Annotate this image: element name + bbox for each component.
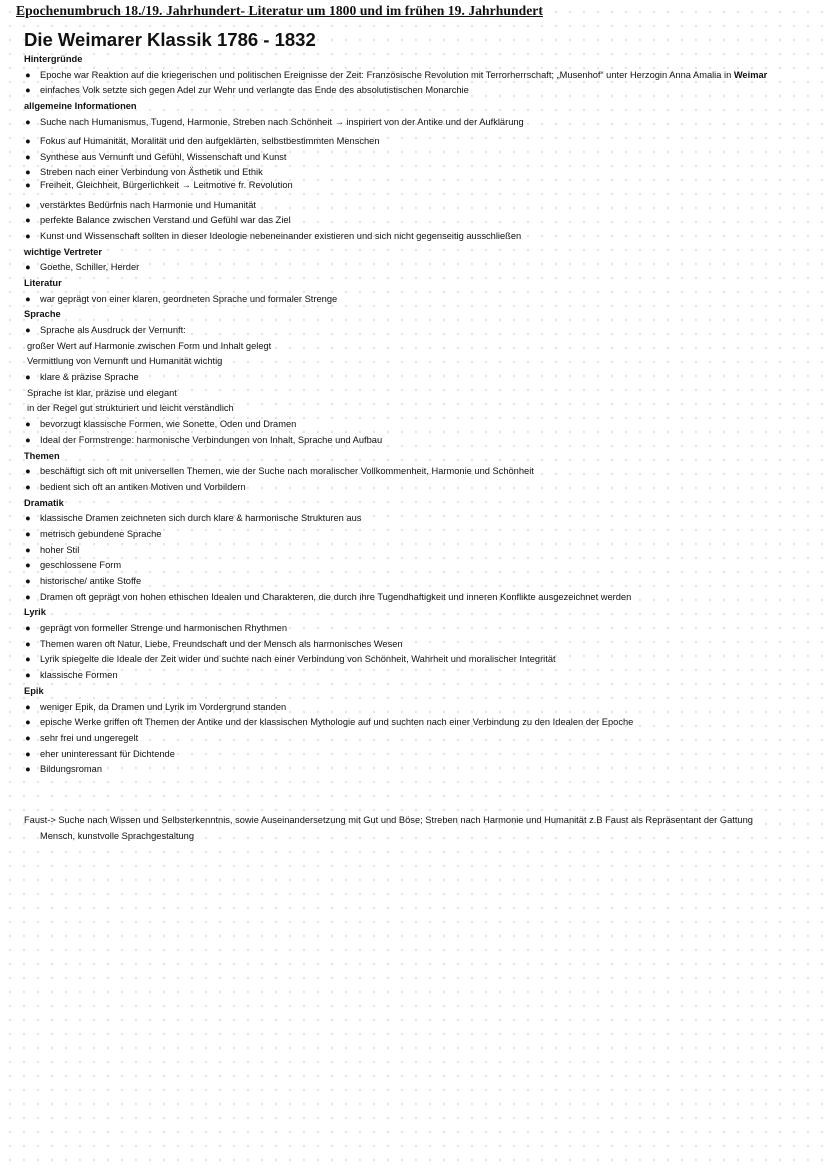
weimar-emphasis: Weimar — [733, 69, 768, 80]
bullet-icon: ● — [25, 748, 31, 759]
bullet-icon: ● — [25, 262, 31, 273]
list-item: ● bevorzugt klassische Formen, wie Sonette, Oden und Dramen — [24, 417, 814, 433]
list-item: ● sehr frei und ungeregelt — [24, 731, 814, 747]
bullet-icon: ● — [25, 434, 31, 445]
section-heading-allgemein: allgemeine Informationen — [24, 101, 137, 112]
list-item: ● Suche nach Humanismus, Tugend, Harmonie, Streben nach Schönheit → inspiriert von der Antike und der Aufklärung — [24, 115, 814, 131]
bullet-icon: ● — [25, 591, 31, 602]
bullet-icon: ● — [25, 560, 31, 571]
list-item: ● klassische Dramen zeichneten sich durch klare & harmonische Strukturen aus — [24, 511, 814, 527]
list-item: ● Ideal der Formstrenge: harmonische Verbindungen von Inhalt, Sprache und Aufbau — [24, 433, 814, 449]
bullet-icon: ● — [25, 544, 31, 555]
faust-note — [24, 813, 814, 844]
bullet-icon: ● — [25, 764, 31, 775]
sub-line: Vermittlung von Vernunft und Humanität wichtig — [27, 356, 223, 367]
section-heading-sprache: Sprache — [24, 309, 61, 320]
bullet-icon: ● — [25, 199, 31, 210]
bullet-icon: ● — [25, 152, 31, 163]
bullet-icon: ● — [25, 528, 31, 539]
section-heading-epik: Epik — [24, 685, 44, 696]
section-heading-hintergruende: Hintergründe — [24, 54, 83, 64]
list-item: ● hoher Stil — [24, 543, 814, 559]
bullet-icon: ● — [25, 732, 31, 743]
list-item: ● Epoche war Reaktion auf die kriegerischen und politischen Ereignisse der Zeit: Französische Revolution mit Terrorherrschaft; „Musenhof“ unter Herzogin Anna Amalia in Weimar — [24, 68, 814, 84]
section-heading-vertreter: wichtige Vertreter — [24, 246, 103, 257]
list-item: ● bedient sich oft an antiken Motiven und Vorbildern — [24, 480, 814, 496]
document-header: Epochenumbruch 18./19. Jahrhundert- Literatur um 1800 und im frühen 19. Jahrhundert — [16, 3, 543, 18]
list-item: ● Freiheit, Gleichheit, Bürgerlichkeit → Leitmotive fr. Revolution — [24, 178, 814, 194]
list-item: ● war geprägt von einer klaren, geordneten Sprache und formaler Strenge — [24, 292, 814, 308]
bullet-icon: ● — [25, 670, 31, 681]
list-item: ● Synthese aus Vernunft und Gefühl, Wissenschaft und Kunst — [24, 150, 814, 166]
list-item: ● perfekte Balance zwischen Verstand und Gefühl war das Ziel — [24, 213, 814, 229]
bullet-icon: ● — [25, 638, 31, 649]
list-item: ● Lyrik spiegelte die Ideale der Zeit wider und suchte nach einer Verbindung von Schönheit, Wahrheit und moralischer Integrität — [24, 652, 814, 668]
section-heading-dramatik: Dramatik — [24, 497, 64, 508]
list-item: ● Bildungsroman — [24, 762, 814, 778]
section-heading-lyrik: Lyrik — [24, 607, 46, 618]
list-item: ● Streben nach einer Verbindung von Ästhetik und Ethik — [25, 166, 263, 177]
sub-line: großer Wert auf Harmonie zwischen Form und Inhalt gelegt — [27, 340, 272, 351]
sub-line: in der Regel gut strukturiert und leicht verständlich — [27, 403, 234, 414]
list-item: ● weniger Epik, da Dramen und Lyrik im Vordergrund standen — [24, 700, 814, 716]
bullet-icon: ● — [25, 513, 31, 524]
sub-line: Sprache ist klar, präzise und elegant — [27, 387, 177, 398]
bullet-icon: ● — [25, 230, 31, 241]
list-item: ● geprägt von formeller Strenge und harmonischen Rhythmen — [24, 621, 814, 637]
bullet-icon: ● — [25, 325, 31, 335]
bullet-icon: ● — [25, 179, 31, 190]
list-item: ● Dramen oft geprägt von hohen ethischen Idealen und Charakteren, die durch ihre Tugendhaftigkeit und inneren Konflikte ausgezeichnet werden — [24, 590, 814, 606]
list-item: ● geschlossene Form — [24, 558, 814, 574]
list-item: ● eher uninteressant für Dichtende — [24, 747, 814, 763]
list-item: ● klare & präzise Sprache — [24, 370, 814, 386]
bullet-icon: ● — [25, 419, 31, 430]
bullet-icon: ● — [25, 481, 31, 492]
bullet-icon: ● — [25, 654, 31, 665]
bullet-icon: ● — [25, 717, 31, 728]
notes-content — [24, 52, 814, 778]
list-item: ● Themen waren oft Natur, Liebe, Freundschaft und der Mensch als harmonisches Wesen — [24, 637, 814, 653]
list-item: ● beschäftigt sich oft mit universellen Themen, wie der Suche nach moralischer Vollkommenheit, Harmonie und Schönheit — [24, 464, 814, 480]
bullet-icon: ● — [25, 116, 31, 127]
faust-note-line-2: Mensch, kunstvolle Sprachgestaltung — [40, 830, 195, 841]
bullet-icon: ● — [25, 701, 31, 712]
list-item: ● Kunst und Wissenschaft sollten in dieser Ideologie nebeneinander existieren und sich nicht gegenseitig ausschließen — [24, 229, 814, 245]
bullet-icon: ● — [25, 372, 31, 383]
list-item: ● historische/ antike Stoffe — [24, 574, 814, 590]
bullet-icon: ● — [25, 136, 31, 147]
bullet-icon: ● — [25, 293, 31, 304]
list-item: ● Goethe, Schiller, Herder — [24, 260, 814, 276]
section-heading-themen: Themen — [24, 450, 60, 461]
list-item: ● Sprache als Ausdruck der Vernunft: — [24, 323, 814, 339]
section-heading-literatur: Literatur — [24, 277, 62, 288]
bullet-icon: ● — [25, 85, 31, 96]
bullet-icon: ● — [25, 466, 31, 477]
list-item: ● klassische Formen — [24, 668, 814, 684]
bullet-icon: ● — [25, 623, 31, 634]
page-title: Die Weimarer Klassik 1786 - 1832 — [24, 29, 316, 50]
bullet-icon: ● — [25, 69, 31, 80]
bullet-icon: ● — [25, 166, 31, 177]
list-item: ● epische Werke griffen oft Themen der Antike und der klassischen Mythologie auf und suchten nach einer Verbindung zu den Idealen der Epoche — [24, 715, 814, 731]
bullet-icon: ● — [25, 576, 31, 586]
faust-note-line-1: Faust-> Suche nach Wissen und Selbsterkenntnis, sowie Auseinandersetzung mit Gut und Böse; Streben nach Harmonie und Humanität z.B Faust als Repräsentant der Gattung — [24, 815, 753, 825]
list-item: ● einfaches Volk setzte sich gegen Adel zur Wehr und verlangte das Ende des absolutistischen Monarchie — [24, 83, 814, 99]
list-item: ● Fokus auf Humanität, Moralität und den aufgeklärten, selbstbestimmten Menschen — [24, 134, 814, 150]
list-item: ● verstärktes Bedürfnis nach Harmonie und Humanität — [24, 198, 814, 214]
list-item: ● metrisch gebundene Sprache — [24, 527, 814, 543]
bullet-icon: ● — [25, 215, 31, 226]
